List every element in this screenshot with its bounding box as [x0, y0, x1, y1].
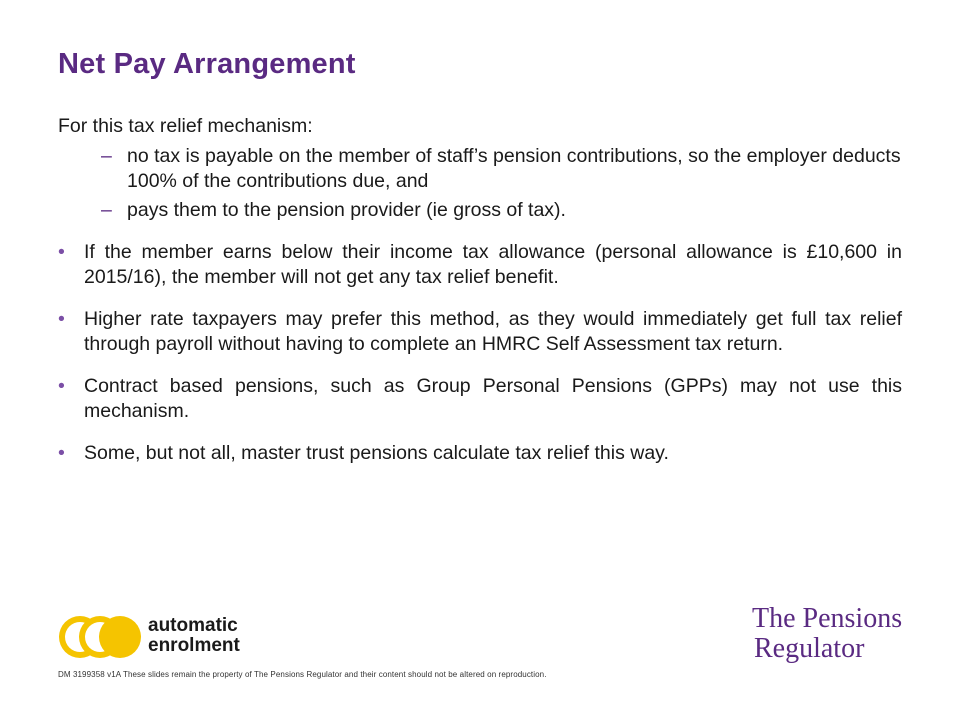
- ae-wordmark-line2: enrolment: [148, 635, 240, 656]
- ae-wordmark-line1: automatic: [148, 615, 238, 636]
- footer-disclaimer: DM 3199358 v1A These slides remain the property of The Pensions Regulator and their content should not be altered on reproduction.: [58, 670, 547, 679]
- ae-circles-icon: [56, 612, 146, 662]
- bullet-marker: •: [58, 442, 65, 464]
- sub-point: [58, 198, 902, 223]
- slide-title: Net Pay Arrangement: [58, 48, 356, 80]
- bullet-point: [58, 307, 902, 357]
- tpr-wordmark-line2: Regulator: [754, 633, 865, 664]
- sub-point-text: no tax is payable on the member of staff’s pension contributions, so the employer deducts 100% of the contributions due, and: [127, 145, 901, 192]
- ae-wordmark: [148, 616, 240, 656]
- bullet-marker: •: [58, 241, 65, 263]
- bullet-text: Some, but not all, master trust pensions calculate tax relief this way.: [84, 442, 669, 464]
- tpr-wordmark-line1: The Pensions: [752, 603, 903, 634]
- intro-text: For this tax relief mechanism:: [58, 115, 313, 137]
- dash-marker: –: [101, 199, 112, 221]
- bullet-text: If the member earns below their income tax allowance (personal allowance is £10,600 in 2015/16), the member will not get any tax relief benefit.: [84, 241, 902, 288]
- slide-body: [58, 114, 902, 466]
- bullet-point: [58, 240, 902, 290]
- sub-point: [58, 144, 902, 194]
- bullet-text: Higher rate taxpayers may prefer this method, as they would immediately get full tax relief through payroll without having to complete an HMRC Self Assessment tax return.: [84, 308, 902, 355]
- pensions-regulator-logo: [752, 604, 902, 664]
- bullet-marker: •: [58, 375, 65, 397]
- dash-marker: –: [101, 145, 112, 167]
- bullet-point: [58, 441, 902, 466]
- bullet-marker: •: [58, 308, 65, 330]
- bullet-point: [58, 374, 902, 424]
- sub-point-text: pays them to the pension provider (ie gross of tax).: [127, 199, 566, 221]
- bullet-text: Contract based pensions, such as Group Personal Pensions (GPPs) may not use this mechanism.: [84, 375, 902, 422]
- automatic-enrolment-logo: [56, 612, 256, 662]
